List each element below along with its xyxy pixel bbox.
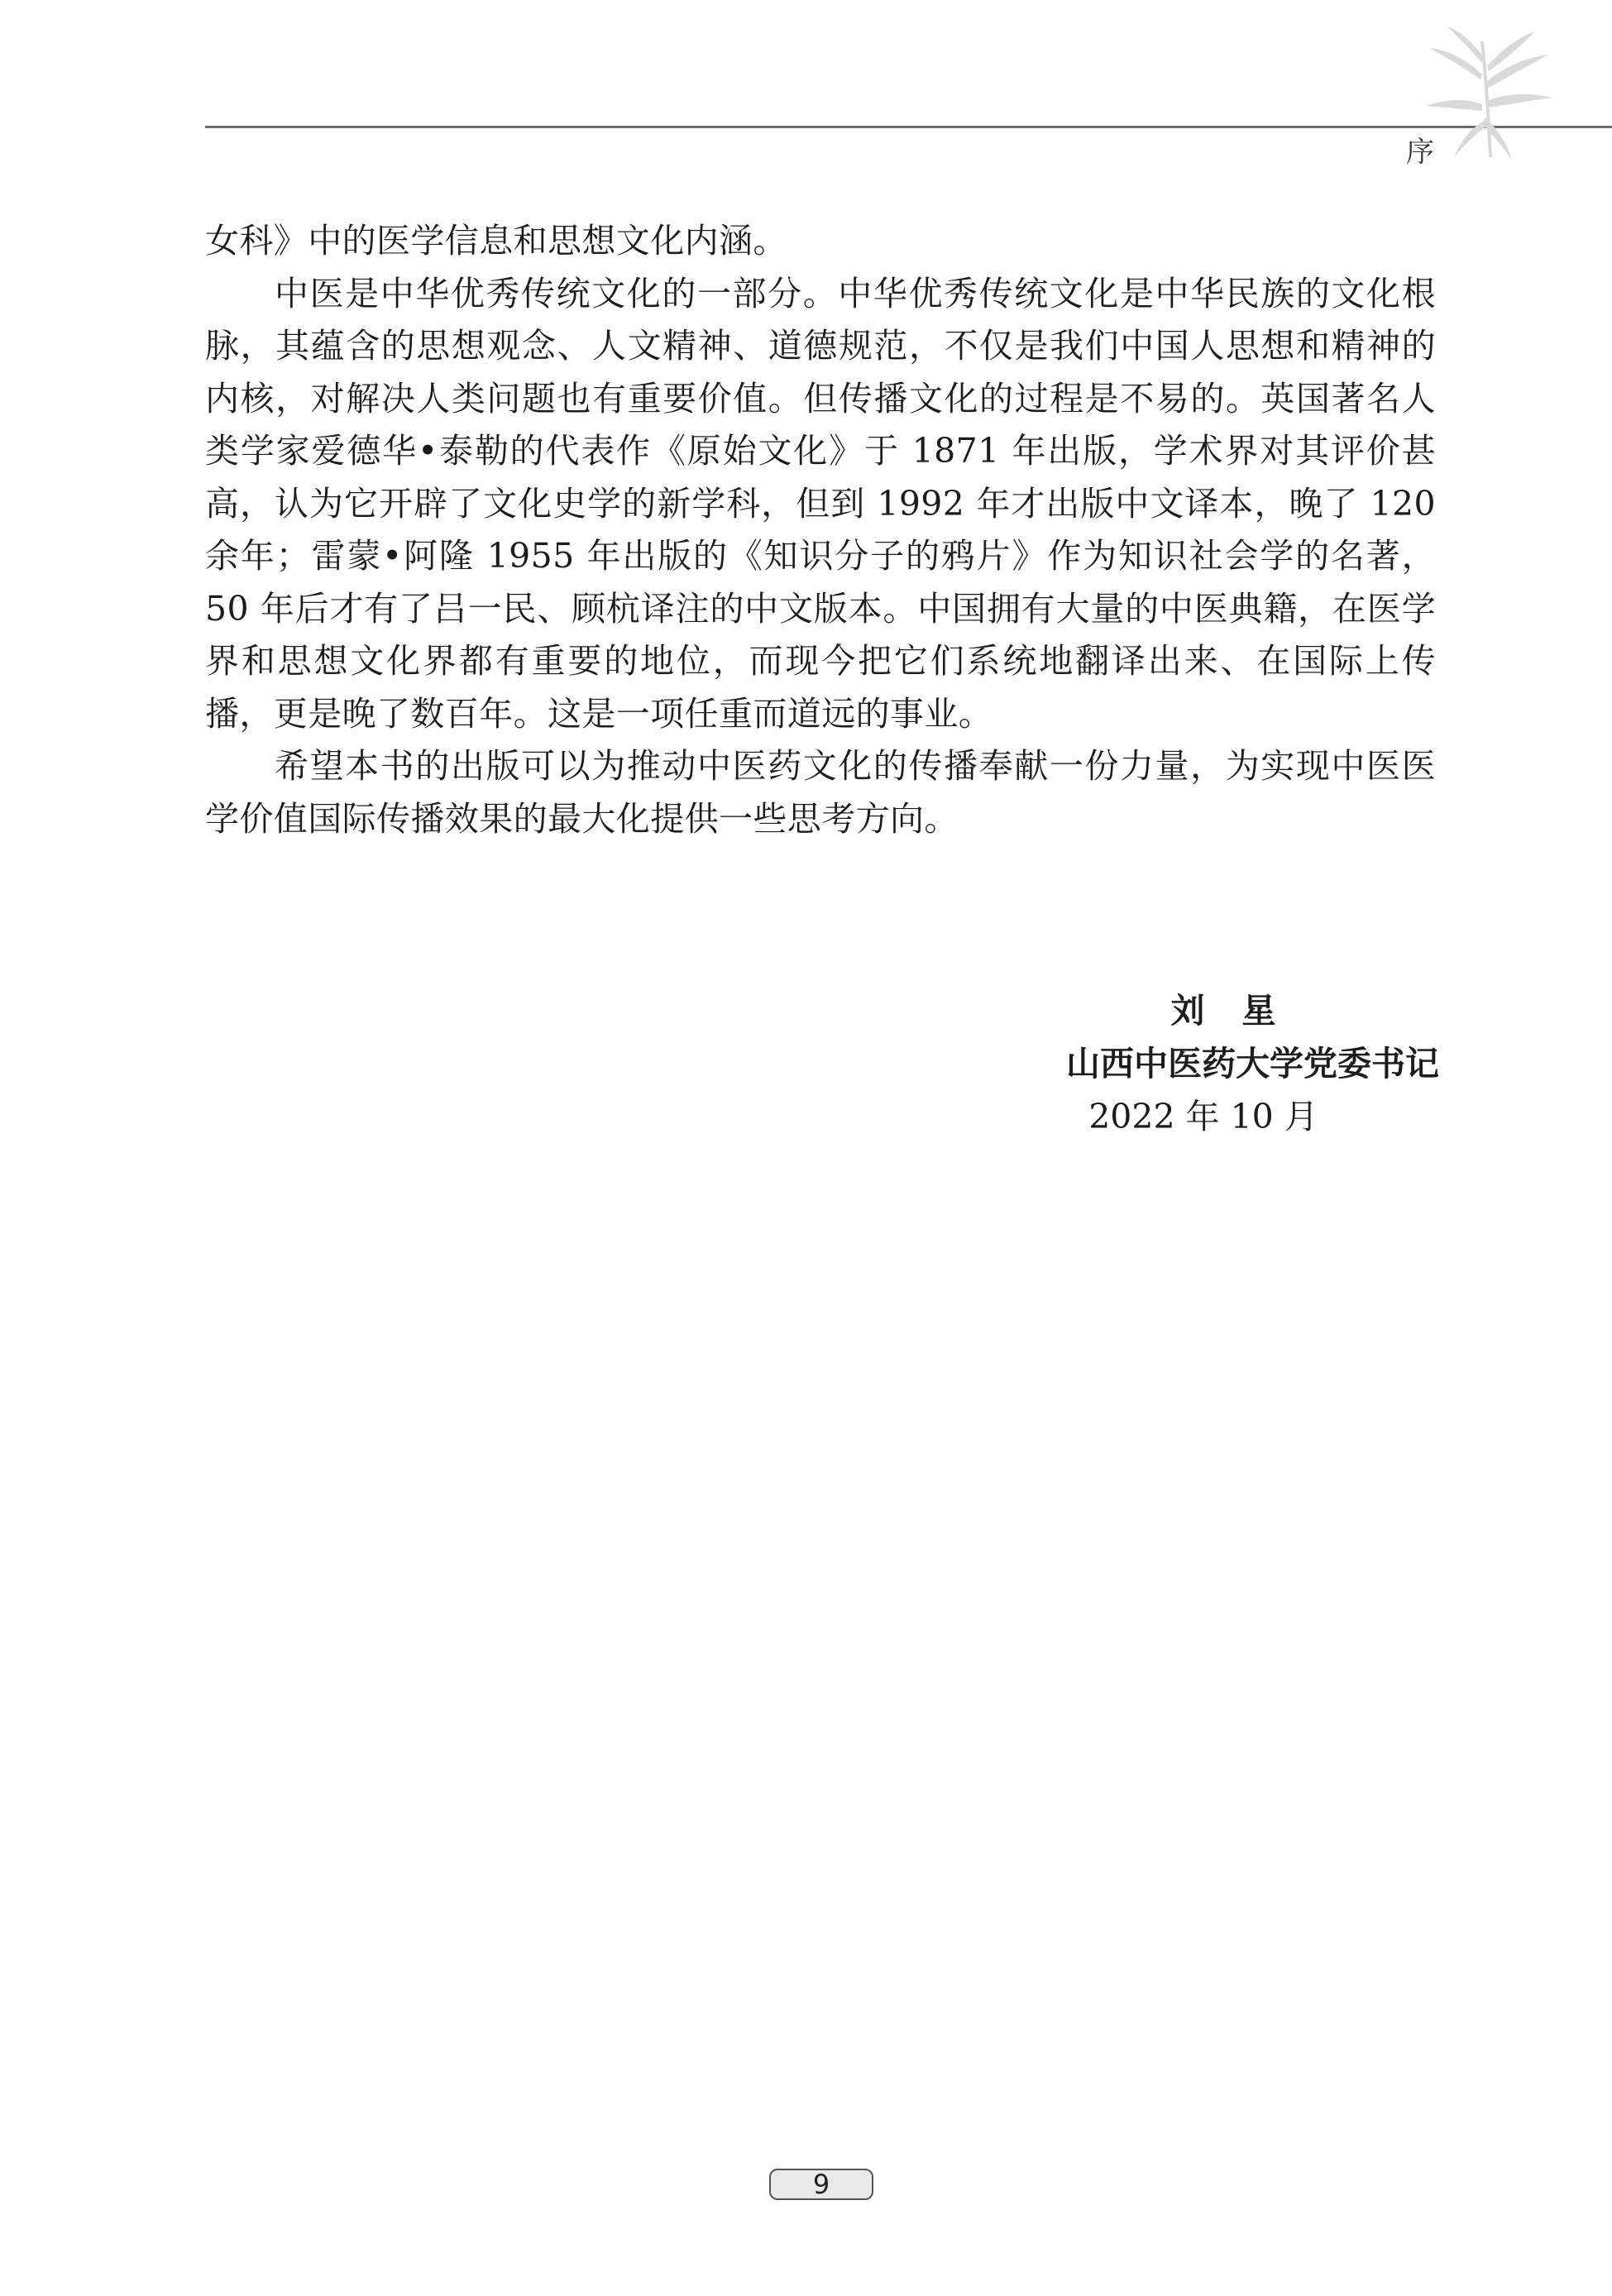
signature-date: 2022 年 10 月	[1088, 1097, 1318, 1136]
running-head: 序	[1406, 136, 1434, 169]
body-text	[205, 215, 1436, 845]
page-number: 9	[769, 2169, 873, 2200]
signature-name: 刘 星	[1170, 991, 1278, 1031]
signature-organization: 山西中医药大学党委书记	[1066, 1044, 1439, 1083]
signature-block	[993, 984, 1439, 1143]
paragraph-chinese-culture: 中医是中华优秀传统文化的一部分。中华优秀传统文化是中华民族的文化根脉，其蕴含的思想观念、人文精神、道德规范，不仅是我们中国人思想和精神的内核，对解决人类问题也有重要价值。但传播文化的过程是不易的。英国著名人类学家爱德华•泰勒的代表作《原始文化》于 1871 年出版，学术界对其评价甚高，认为它开辟了文化史学的新学科，但到 1992 年才出版中文译本，晚了 120 余年；雷蒙•阿隆 1955 年出版的《知识分子的鸦片》作为知识社会学的名著，50 年后才有了吕一民、顾杭译注的中文版本。中国拥有大量的中医典籍，在医学界和思想文化界都有重要的地位，而现今把它们系统地翻译出来、在国际上传播，更是晚了数百年。这是一项任重而道远的事业。	[205, 273, 1436, 734]
paragraph-closing-wish: 希望本书的出版可以为推动中医药文化的传播奉献一份力量，为实现中医医学价值国际传播效果的最大化提供一些思考方向。	[205, 746, 1436, 839]
header-rule	[205, 126, 1612, 128]
paragraph-continued: 女科》中的医学信息和思想文化内涵。	[205, 221, 787, 261]
bamboo-leaves-icon	[1423, 25, 1555, 165]
